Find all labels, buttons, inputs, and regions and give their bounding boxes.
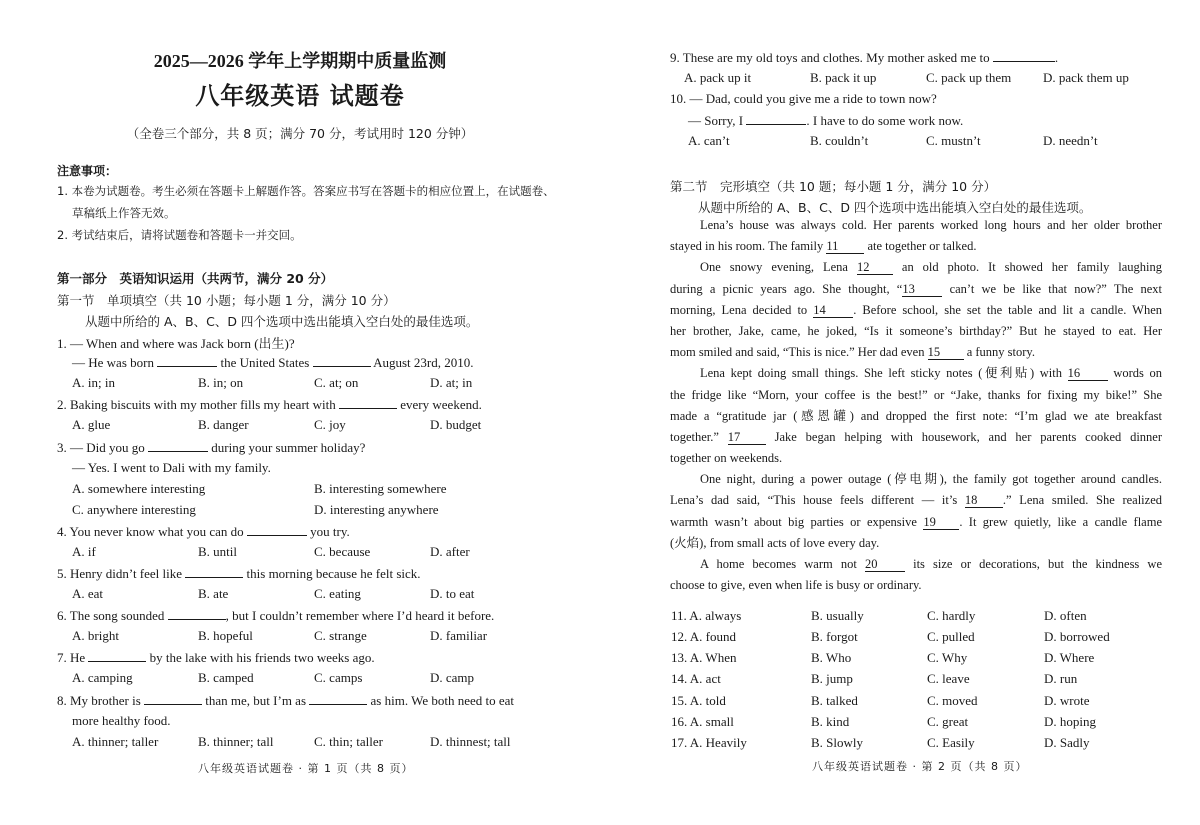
question-6-option-d: D. familiar xyxy=(430,628,488,643)
cloze-option-15-a: 15. A. told xyxy=(671,693,726,708)
question-8-option-b: B. thinner; tall xyxy=(198,734,274,749)
cloze-option-17-c: C. Easily xyxy=(927,735,975,750)
section2-instruction: 从题中所给的 A、B、C、D 四个选项中选出能填入空白处的最佳选项。 xyxy=(698,200,1092,215)
cloze-option-14-c: C. leave xyxy=(927,671,970,686)
question-1-option-a: A. in; in xyxy=(72,375,115,390)
question-8-option-d: D. thinnest; tall xyxy=(430,734,511,749)
passage-line: mom smiled and said, “This is nice.” Her dad even 15 a funny story. xyxy=(670,345,1035,360)
passage-line: Lena’s house was always cold. Her parents worked long hours and her older brother xyxy=(700,218,1162,232)
exam-title: 2025—2026 学年上学期期中质量监测 xyxy=(153,51,447,71)
cloze-option-12-b: B. forgot xyxy=(811,629,858,644)
question-10-reply: — Sorry, I . I have to do some work now. xyxy=(688,113,964,128)
answer-blank xyxy=(168,607,226,620)
page-footer: 八年级英语试题卷 · 第 1 页（共 8 页） xyxy=(198,762,414,775)
question-2-stem: 2. Baking biscuits with my mother fills my heart with every weekend. xyxy=(57,397,482,412)
passage-line: choose to give, even when life is busy or ordinary. xyxy=(670,578,922,593)
cloze-blank-11: 11 xyxy=(826,240,864,254)
cloze-option-17-b: B. Slowly xyxy=(811,735,864,750)
passage-line: the fridge like “Morn, your coffee is the best!” or “Jake, thanks for fixing my bike!” She xyxy=(670,387,1162,402)
cloze-blank-19: 19 xyxy=(923,516,959,530)
answer-blank xyxy=(247,523,307,536)
answer-blank xyxy=(144,692,202,705)
question-6-option-b: B. hopeful xyxy=(198,628,253,643)
question-3-stem: 3. — Did you go during your summer holiday? xyxy=(57,440,366,455)
answer-blank xyxy=(148,439,208,452)
section1-heading: 第一节 单项填空（共 10 小题；每小题 1 分，满分 10 分） xyxy=(57,293,396,308)
page-footer: 八年级英语试题卷 · 第 2 页（共 8 页） xyxy=(812,760,1028,773)
question-1-option-d: D. at; in xyxy=(430,375,473,390)
question-1-sentence: — He was born the United States August 23rd, 2010. xyxy=(72,355,474,370)
passage-line: made a “gratitude jar (感恩罐) and dropped the first note: “I’m glad we ate breakfast xyxy=(670,408,1162,423)
answer-blank xyxy=(309,692,367,705)
question-10-stem: 10. — Dad, could you give me a ride to town now? xyxy=(670,91,937,106)
question-2-option-b: B. danger xyxy=(198,417,249,432)
cloze-option-12-a: 12. A. found xyxy=(671,629,736,644)
question-4-option-b: B. until xyxy=(198,544,238,559)
paper-title: 八年级英语 试题卷 xyxy=(195,82,405,110)
question-3-reply: — Yes. I went to Dali with my family. xyxy=(72,460,271,475)
passage-line: A home becomes warm not 20 its size or decorations, but the kindness we xyxy=(700,557,1163,571)
notice-item-1a: 1. 本卷为试题卷。考生必须在答题卡上解题作答。答案应书写在答题卡的相应位置上，在试题卷、 xyxy=(57,184,555,198)
cloze-option-11-c: C. hardly xyxy=(927,608,976,623)
passage-line: together.” 17 Jake began helping with housework, and her parents cooked dinner xyxy=(670,429,1163,444)
question-6-option-a: A. bright xyxy=(72,628,119,643)
question-1-option-b: B. in; on xyxy=(198,375,244,390)
cloze-blank-14: 14 xyxy=(813,304,853,318)
cloze-blank-17: 17 xyxy=(728,431,766,445)
cloze-blank-16: 16 xyxy=(1068,367,1108,381)
question-2-option-d: D. budget xyxy=(430,417,482,432)
cloze-option-15-b: B. talked xyxy=(811,693,858,708)
question-9-option-c: C. pack up them xyxy=(926,70,1012,85)
passage-line: warmth wasn’t about big parties or expensive 19 . It grew quietly, like a candle flame xyxy=(670,514,1163,529)
question-9-stem: 9. These are my old toys and clothes. My mother asked me to . xyxy=(670,50,1059,65)
cloze-option-13-b: B. Who xyxy=(811,650,852,665)
answer-blank xyxy=(185,565,243,578)
cloze-option-12-c: C. pulled xyxy=(927,629,975,644)
question-10-option-b: B. couldn’t xyxy=(810,133,869,148)
cloze-option-13-a: 13. A. When xyxy=(671,650,737,665)
cloze-blank-12: 12 xyxy=(857,261,893,275)
passage-line: her brother, Jake, came, he joked, “Is it someone’s birthday?” But he stayed to eat. Her xyxy=(670,323,1162,338)
question-8-option-c: C. thin; taller xyxy=(314,734,383,749)
passage-line: Lena’s dad said, “This house feels different — it’s 18 .” Lena smiled. She realized xyxy=(670,493,1163,508)
cloze-option-14-a: 14. A. act xyxy=(671,671,721,686)
passage-line: morning, Lena decided to 14 . Before school, she set the table and lit a candle. When xyxy=(670,302,1163,317)
notice-heading: 注意事项： xyxy=(57,164,118,178)
question-5-option-a: A. eat xyxy=(72,586,104,601)
question-5-stem: 5. Henry didn’t feel like this morning because he felt sick. xyxy=(57,566,421,581)
section1-instruction: 从题中所给的 A、B、C、D 四个选项中选出能填入空白处的最佳选项。 xyxy=(85,314,479,329)
cloze-option-16-c: C. great xyxy=(927,714,969,729)
passage-line: One snowy evening, Lena 12 an old photo. It showed her family laughing xyxy=(700,260,1163,275)
question-4-stem: 4. You never know what you can do you try. xyxy=(57,524,350,539)
cloze-option-16-b: B. kind xyxy=(811,714,850,729)
question-7-option-a: A. camping xyxy=(72,670,133,685)
cloze-option-16-a: 16. A. small xyxy=(671,714,734,729)
cloze-option-13-d: D. Where xyxy=(1044,650,1095,665)
passage-line: Lena kept doing small things. She left sticky notes (便利贴) with 16 words on xyxy=(700,366,1163,381)
question-3-option-d: D. interesting anywhere xyxy=(314,502,439,517)
answer-blank xyxy=(157,354,217,367)
question-10-option-d: D. needn’t xyxy=(1043,133,1098,148)
question-3-option-a: A. somewhere interesting xyxy=(72,481,206,496)
passage-line: during a picnic years ago. She thought, “13 can’t we be like that now?” The next xyxy=(670,281,1162,296)
cloze-option-11-a: 11. A. always xyxy=(671,608,742,623)
question-9-option-a: A. pack up it xyxy=(684,70,752,85)
answer-blank xyxy=(339,396,397,409)
cloze-option-13-c: C. Why xyxy=(927,650,968,665)
cloze-option-11-d: D. often xyxy=(1044,608,1087,623)
question-3-option-c: C. anywhere interesting xyxy=(72,502,196,517)
question-6-option-c: C. strange xyxy=(314,628,367,643)
passage-line: together on weekends. xyxy=(670,451,783,466)
answer-blank xyxy=(993,49,1055,62)
passage-line: stayed in his room. The family 11 ate together or talked. xyxy=(670,239,977,254)
question-10-option-a: A. can’t xyxy=(688,133,730,148)
question-6-stem: 6. The song sounded , but I couldn’t remember where I’d heard it before. xyxy=(57,608,495,623)
section2-heading: 第二节 完形填空（共 10 题；每小题 1 分，满分 10 分） xyxy=(670,179,997,194)
question-9-option-b: B. pack it up xyxy=(810,70,877,85)
cloze-option-17-d: D. Sadly xyxy=(1044,735,1090,750)
cloze-passage xyxy=(670,215,1162,596)
question-10-option-c: C. mustn’t xyxy=(926,133,981,148)
question-7-option-c: C. camps xyxy=(314,670,363,685)
question-4-option-d: D. after xyxy=(430,544,470,559)
cloze-option-15-d: D. wrote xyxy=(1044,693,1090,708)
question-8-stem-cont: more healthy food. xyxy=(72,713,171,728)
cloze-option-11-b: B. usually xyxy=(811,608,864,623)
cloze-option-14-b: B. jump xyxy=(811,671,853,686)
cloze-option-16-d: D. hoping xyxy=(1044,714,1096,729)
cloze-blank-18: 18 xyxy=(965,494,1003,508)
cloze-option-15-c: C. moved xyxy=(927,693,978,708)
answer-blank xyxy=(313,354,371,367)
question-2-option-c: C. joy xyxy=(314,417,346,432)
question-5-option-b: B. ate xyxy=(198,586,229,601)
question-8-option-a: A. thinner; taller xyxy=(72,734,159,749)
question-4-option-c: C. because xyxy=(314,544,371,559)
question-4-option-a: A. if xyxy=(72,544,96,559)
question-3-option-b: B. interesting somewhere xyxy=(314,481,447,496)
question-7-option-d: D. camp xyxy=(430,670,475,685)
question-7-option-b: B. camped xyxy=(198,670,254,685)
question-1-option-c: C. at; on xyxy=(314,375,359,390)
question-8-stem: 8. My brother is than me, but I’m as as him. We both need to eat xyxy=(57,693,514,708)
answer-blank xyxy=(88,649,146,662)
question-5-option-c: C. eating xyxy=(314,586,361,601)
question-9-option-d: D. pack them up xyxy=(1043,70,1129,85)
notice-item-2: 2. 考试结束后，请将试题卷和答题卡一并交回。 xyxy=(57,228,302,242)
question-5-option-d: D. to eat xyxy=(430,586,475,601)
cloze-option-17-a: 17. A. Heavily xyxy=(671,735,747,750)
question-7-stem: 7. He by the lake with his friends two weeks ago. xyxy=(57,650,375,665)
cloze-blank-20: 20 xyxy=(865,558,905,572)
cloze-blank-13: 13 xyxy=(902,283,942,297)
answer-blank xyxy=(746,112,806,125)
notice-item-1b: 草稿纸上作答无效。 xyxy=(72,206,176,220)
cloze-blank-15: 15 xyxy=(928,346,964,360)
question-1-stem: 1. — When and where was Jack born (出生)? xyxy=(57,336,295,351)
passage-line: One night, during a power outage (停电期), the family got together around candles. xyxy=(700,472,1162,487)
question-2-option-a: A. glue xyxy=(72,417,111,432)
cloze-option-14-d: D. run xyxy=(1044,671,1078,686)
paper-info: （全卷三个部分，共 8 页；满分 70 分，考试用时 120 分钟） xyxy=(126,126,474,141)
passage-line: (火焰), from small acts of love every day. xyxy=(670,535,880,550)
cloze-option-12-d: D. borrowed xyxy=(1044,629,1110,644)
part1-heading: 第一部分 英语知识运用（共两节，满分 20 分） xyxy=(57,271,334,286)
